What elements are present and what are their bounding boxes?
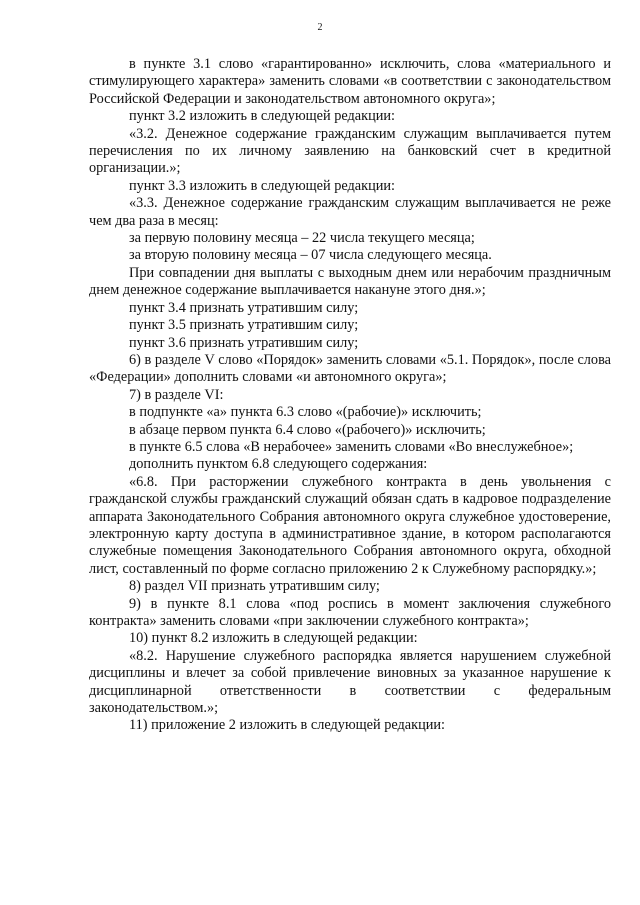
paragraph: 8) раздел VII признать утратившим силу;	[129, 578, 380, 595]
paragraph: 11) приложение 2 изложить в следующей редакции:	[129, 717, 445, 734]
paragraph: в абзаце первом пункта 6.4 слово «(рабочего)» исключить;	[129, 421, 486, 438]
paragraph: в пункте 3.1 слово «гарантированно» исключить, слова «материального и стимулирующего характера» заменить словами «в соответствии с законодательством Российской Федерации и законодательством автономного округа»;	[89, 56, 611, 107]
paragraph: пункт 3.4 признать утратившим силу;	[129, 299, 359, 316]
paragraph: пункт 3.5 признать утратившим силу;	[129, 317, 359, 334]
paragraph: пункт 3.2 изложить в следующей редакции:	[129, 108, 396, 125]
paragraph: 7) в разделе VI:	[129, 386, 224, 403]
paragraph: «3.2. Денежное содержание гражданским служащим выплачивается путем перечисления по их личному заявлению на банковский счет в кредитной организации.»;	[89, 125, 611, 177]
paragraph: пункт 3.6 признать утратившим силу;	[129, 334, 359, 351]
paragraph: в подпункте «а» пункта 6.3 слово «(рабочие)» исключить;	[129, 404, 482, 421]
document-body	[89, 56, 611, 735]
paragraph: 9) в пункте 8.1 слова «под роспись в момент заключения служебного контракта» заменить словами «при заключении служебного контракта»;	[89, 595, 611, 629]
paragraph: дополнить пунктом 6.8 следующего содержания:	[129, 456, 428, 473]
paragraph: «8.2. Нарушение служебного распорядка является нарушением служебной дисциплины и влечет за собой привлечение виновных за указанное нарушение к дисциплинарной ответственности в соответствии с федеральным законодательством.»;	[89, 647, 611, 717]
paragraph: за первую половину месяца – 22 числа текущего месяца;	[129, 230, 475, 247]
paragraph: При совпадении дня выплаты с выходным днем или нерабочим праздничным днем денежное содержание выплачивается накануне этого дня.»;	[89, 264, 611, 299]
paragraph: в пункте 6.5 слова «В нерабочее» заменить словами «Во внеслужебное»;	[129, 438, 574, 455]
paragraph: «6.8. При расторжении служебного контракта в день увольнения с гражданской службы гражданский служащий обязан сдать в кадровое подразделение аппарата Законодательного Собрания автономного округа служебное удостоверение, электронную карту доступа в административное здание, в котором располагаются служебные помещения Законодательного Собрания автономного округа, обходной лист, составленный по форме согласно приложению 2 к Служебному распорядку.»;	[89, 473, 611, 577]
page-number: 2	[317, 22, 323, 33]
paragraph: 6) в разделе V слово «Порядок» заменить словами «5.1. Порядок», после слова «Федерации» дополнить словами «и автономного округа»;	[89, 351, 611, 386]
paragraph: за вторую половину месяца – 07 числа следующего месяца.	[129, 247, 492, 264]
paragraph: «3.3. Денежное содержание гражданским служащим выплачивается не реже чем два раза в месяц:	[89, 195, 611, 229]
paragraph: пункт 3.3 изложить в следующей редакции:	[129, 177, 396, 194]
paragraph: 10) пункт 8.2 изложить в следующей редакции:	[129, 630, 418, 647]
